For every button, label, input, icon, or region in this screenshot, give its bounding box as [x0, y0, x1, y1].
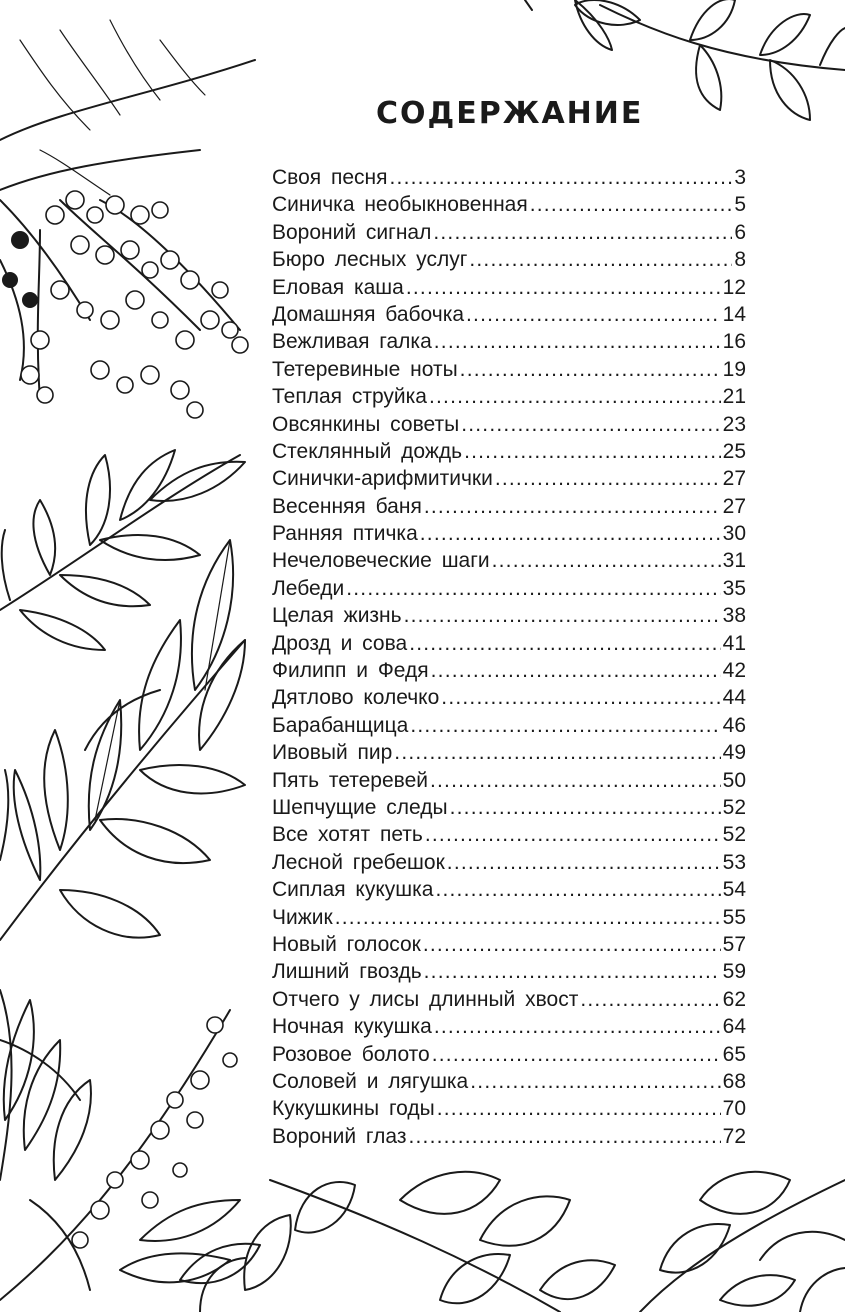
toc-entry: [272, 547, 746, 574]
toc-entry-page: 23: [722, 412, 746, 436]
toc-entry: [272, 684, 746, 711]
toc-entry: [272, 1068, 746, 1095]
toc-entry: [272, 794, 746, 821]
toc-entry-page: 50: [722, 768, 746, 792]
toc-entry: [272, 411, 746, 438]
toc-dot-leader: [434, 328, 721, 355]
toc-entry: [272, 958, 746, 985]
toc-entry-title: Целая жизнь: [272, 604, 402, 628]
toc-entry: [272, 630, 746, 657]
toc-entry-title: Стеклянный дождь: [272, 439, 463, 463]
toc-dot-leader: [469, 246, 732, 273]
toc-entry-page: 31: [722, 549, 746, 573]
toc-dot-leader: [435, 876, 720, 903]
toc-entry: [272, 876, 746, 903]
toc-entry-title: Ранняя птичка: [272, 522, 418, 546]
toc-entry: [272, 986, 746, 1013]
toc-entry-page: 38: [722, 604, 746, 628]
toc-entry-page: 65: [722, 1042, 746, 1066]
toc-entry-title: Дрозд и сова: [272, 631, 408, 655]
toc-entry-title: Соловей и лягушка: [272, 1069, 469, 1093]
toc-entry: [272, 1013, 746, 1040]
toc-entry-title: Нечеловеческие шаги: [272, 549, 490, 573]
toc-entry: [272, 219, 746, 246]
toc-entry-title: Своя песня: [272, 166, 388, 189]
toc-entry-title: Вороний сигнал: [272, 220, 432, 244]
toc-entry-page: 12: [722, 275, 746, 299]
toc-entry-title: Отчего у лисы длинный хвост: [272, 987, 579, 1011]
toc-dot-leader: [470, 1068, 720, 1095]
toc-entry-title: Лебеди: [272, 576, 345, 600]
toc-entry-title: Синички-арифмитички: [272, 467, 493, 491]
toc-entry-title: Сиплая кукушка: [272, 878, 434, 902]
toc-dot-leader: [430, 767, 721, 794]
toc-entry-title: Розовое болото: [272, 1042, 430, 1066]
toc-entry: [272, 520, 746, 547]
toc-dot-leader: [466, 301, 721, 328]
toc-entry-page: 35: [722, 576, 746, 600]
toc-entry-title: Шепчущие следы: [272, 795, 448, 819]
page-title: СОДЕРЖАНИЕ: [376, 96, 644, 131]
toc-entry-title: Лесной гребешок: [272, 850, 445, 874]
toc-entry: [272, 849, 746, 876]
toc-dot-leader: [460, 356, 721, 383]
toc-entry: [272, 821, 746, 848]
toc-entry-page: 72: [722, 1124, 746, 1148]
toc-entry-page: 54: [722, 878, 746, 902]
toc-dot-leader: [580, 986, 720, 1013]
toc-entry-title: Синичка необыкновенная: [272, 193, 528, 217]
toc-dot-leader: [409, 630, 720, 657]
toc-entry-page: 41: [722, 631, 746, 655]
toc-entry: [272, 767, 746, 794]
toc-entry: [272, 1041, 746, 1068]
toc-entry-title: Дятлово колечко: [272, 686, 440, 710]
toc-entry-page: 70: [722, 1097, 746, 1121]
toc-entry-title: Домашняя бабочка: [272, 302, 465, 326]
toc-entry-title: Чижик: [272, 905, 333, 929]
toc-entry-page: 52: [722, 823, 746, 847]
toc-dot-leader: [335, 904, 721, 931]
round-leaf-branch-icon: [200, 1172, 845, 1312]
toc-entry: [272, 191, 746, 218]
toc-entry: [272, 438, 746, 465]
toc-entry-title: Овсянкины советы: [272, 412, 460, 436]
toc-entry: [272, 356, 746, 383]
toc-entry-title: Барабанщица: [272, 713, 409, 737]
toc-entry-page: 3: [734, 166, 746, 189]
toc-entry-page: 27: [722, 467, 746, 491]
toc-dot-leader: [530, 191, 733, 218]
toc-entry-page: 64: [722, 1015, 746, 1039]
toc-dot-leader: [461, 411, 720, 438]
toc-entry-title: Весенняя баня: [272, 494, 422, 518]
toc-entry-page: 52: [722, 795, 746, 819]
toc-entry-page: 19: [722, 357, 746, 381]
toc-entry-title: Ивовый пир: [272, 741, 393, 765]
toc-entry-page: 21: [722, 385, 746, 409]
toc-entry-page: 62: [722, 987, 746, 1011]
toc-dot-leader: [410, 712, 720, 739]
toc-entry-title: Вежливая галка: [272, 330, 432, 354]
toc-entry-title: Бюро лесных услуг: [272, 248, 468, 272]
toc-entry-page: 68: [722, 1069, 746, 1093]
toc-dot-leader: [433, 219, 732, 246]
toc-entry: [272, 328, 746, 355]
toc-dot-leader: [492, 547, 721, 574]
toc-entry: [272, 657, 746, 684]
toc-entry-page: 42: [722, 659, 746, 683]
toc-entry-page: 27: [722, 494, 746, 518]
toc-dot-leader: [425, 821, 721, 848]
toc-entry-title: Пять тетеревей: [272, 768, 428, 792]
toc-entry-title: Кукушкины годы: [272, 1097, 435, 1121]
toc-dot-leader: [432, 1041, 721, 1068]
toc-dot-leader: [429, 383, 721, 410]
toc-entry-title: Теплая струйка: [272, 385, 427, 409]
toc-entry-page: 53: [722, 850, 746, 874]
toc-dot-leader: [404, 602, 721, 629]
toc-entry: [272, 465, 746, 492]
toc-dot-leader: [431, 657, 721, 684]
toc-entry-page: 8: [734, 248, 746, 272]
toc-dot-leader: [464, 438, 721, 465]
toc-entry-title: Новый голосок: [272, 932, 421, 956]
toc-entry-title: Филипп и Федя: [272, 659, 429, 683]
toc-entry: [272, 602, 746, 629]
toc-entry-title: Еловая каша: [272, 275, 404, 299]
toc-dot-leader: [441, 684, 720, 711]
toc-dot-leader: [447, 849, 721, 876]
toc-entry: [272, 1123, 746, 1150]
toc-dot-leader: [424, 958, 721, 985]
toc-dot-leader: [495, 465, 721, 492]
toc-entry-page: 44: [722, 686, 746, 710]
toc-entry-title: Лишний гвоздь: [272, 960, 422, 984]
toc-entry-page: 30: [722, 522, 746, 546]
toc-entry: [272, 931, 746, 958]
toc-dot-leader: [424, 493, 721, 520]
toc-dot-leader: [408, 1123, 720, 1150]
toc-entry: [272, 739, 746, 766]
toc-entry: [272, 712, 746, 739]
toc-entry-page: 59: [722, 960, 746, 984]
toc-entry-page: 57: [722, 932, 746, 956]
toc-entry-page: 6: [734, 220, 746, 244]
leafy-branch-icon: [0, 450, 245, 940]
toc-entry: [272, 575, 746, 602]
toc-entry: [272, 164, 746, 191]
toc-dot-leader: [390, 164, 733, 191]
toc-entry: [272, 493, 746, 520]
toc-entry-title: Ночная кукушка: [272, 1015, 432, 1039]
flowering-sprig-icon: [0, 990, 260, 1300]
toc-dot-leader: [406, 274, 721, 301]
toc-dot-leader: [437, 1095, 721, 1122]
toc-entry-page: 14: [722, 302, 746, 326]
toc-entry: [272, 246, 746, 273]
toc-dot-leader: [394, 739, 720, 766]
toc-entry-page: 55: [722, 905, 746, 929]
toc-entry: [272, 1095, 746, 1122]
toc-entry-title: Все хотят петь: [272, 823, 423, 847]
toc-entry-page: 5: [734, 193, 746, 217]
toc-entry: [272, 383, 746, 410]
mimosa-branch-icon: [0, 20, 255, 418]
toc-dot-leader: [434, 1013, 721, 1040]
toc-entry-page: 46: [722, 713, 746, 737]
table-of-contents: [272, 164, 746, 1150]
toc-entry-page: 16: [722, 330, 746, 354]
toc-entry: [272, 274, 746, 301]
toc-entry: [272, 904, 746, 931]
toc-dot-leader: [423, 931, 721, 958]
toc-entry-title: Тетеревиные ноты: [272, 357, 458, 381]
toc-dot-leader: [420, 520, 721, 547]
toc-entry-title: Вороний глаз: [272, 1124, 407, 1148]
toc-dot-leader: [346, 575, 720, 602]
toc-entry-page: 25: [722, 439, 746, 463]
toc-entry: [272, 301, 746, 328]
toc-entry-page: 49: [722, 741, 746, 765]
toc-dot-leader: [450, 794, 721, 821]
